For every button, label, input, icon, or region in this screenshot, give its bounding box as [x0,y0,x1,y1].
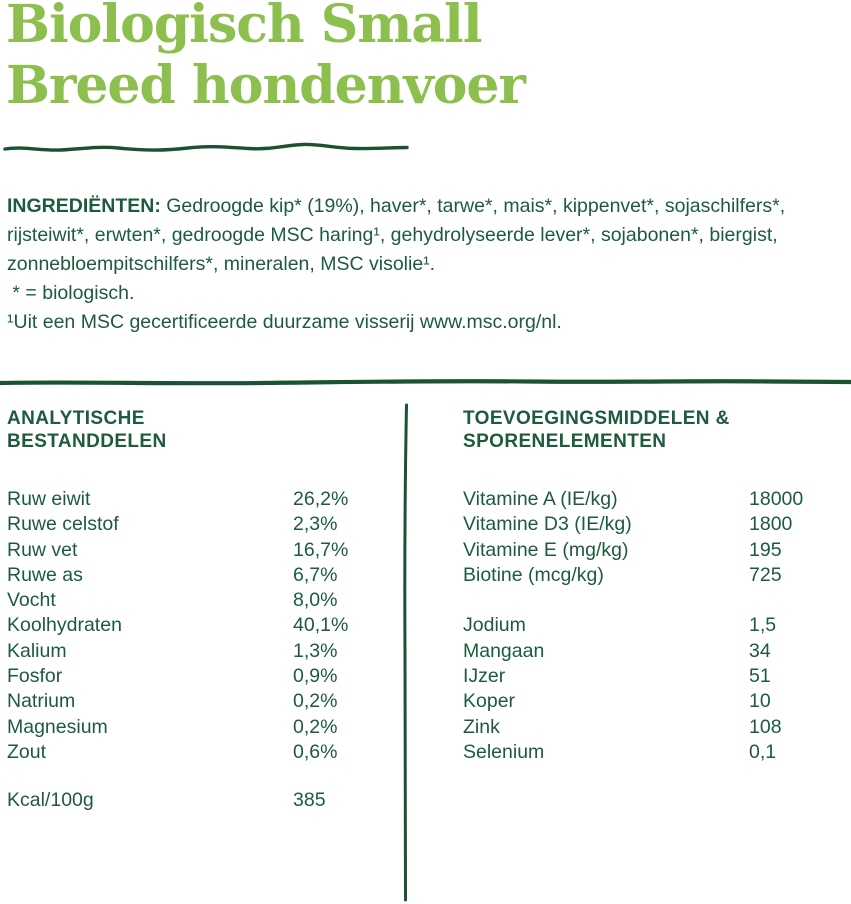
table-gap [463,588,845,613]
table-row [7,613,399,638]
row-value: 0,9% [293,665,338,688]
row-label: Magnesium [7,715,108,738]
table-row [463,715,845,740]
row-label: Ruwe celstof [7,513,119,536]
table-row [7,588,399,613]
row-value: 34 [749,639,771,662]
table-row [463,740,845,765]
page-title-line2: Breed hondenvoer [6,55,525,116]
row-value: 0,1 [749,740,777,763]
analytical-header [7,407,399,453]
row-value: 725 [749,563,782,586]
table-row [7,664,399,689]
additives-header-line1: TOEVOEGINGSMIDDELEN & [463,408,730,429]
page-title [6,0,525,116]
row-value: 385 [293,789,326,812]
table-row [463,538,845,563]
row-value: 1800 [749,513,793,536]
note-biologisch: * = biologisch. [7,282,135,304]
analytical-table [7,487,399,765]
row-value: 10 [749,690,771,713]
table-row [7,538,399,563]
row-label: Vitamine D3 (IE/kg) [463,513,632,536]
row-label: Ruwe as [7,563,83,586]
ingredients-paragraph [7,192,845,279]
row-label: Kcal/100g [7,789,94,812]
table-row [7,639,399,664]
additives-column [463,405,845,765]
row-label: Fosfor [7,665,63,688]
table-row [463,512,845,537]
table-row [463,689,845,714]
ingredients-section [7,192,845,337]
row-label: Vocht [7,589,56,612]
section-divider-rule [0,377,851,389]
table-row [7,563,399,588]
row-label: Vitamine A (IE/kg) [463,488,618,510]
table-row [7,512,399,537]
row-value: 0,2% [293,690,338,713]
row-label: Vitamine E (mg/kg) [463,538,629,561]
note-msc: ¹Uit een MSC gecertificeerde duurzame visserij www.msc.org/nl. [7,311,562,333]
row-label: Ruw vet [7,538,78,561]
table-row [7,715,399,740]
row-label: Ruw eiwit [7,488,91,510]
analytical-column [7,405,399,814]
row-value: 51 [749,665,771,688]
row-value: 2,3% [293,513,338,536]
analytical-header-line1: ANALYTISCHE [7,408,145,429]
row-value: 40,1% [293,614,349,637]
row-value: 108 [749,715,782,738]
minerals-table [463,613,845,765]
table-row [463,613,845,638]
row-label: Zout [7,740,47,763]
row-value: 16,7% [293,538,349,561]
additives-header-line2: SPORENELEMENTEN [463,431,667,452]
row-value: 1,3% [293,639,338,662]
table-row [463,563,845,588]
title-underline-rule [3,141,409,157]
row-label: Selenium [463,740,545,763]
table-row [463,487,845,512]
column-divider-rule [402,403,410,902]
row-value: 8,0% [293,589,338,612]
row-label: Mangaan [463,639,545,662]
ingredients-text: Gedroogde kip* (19%), haver*, tarwe*, mais*, kippenvet*, sojaschilfers*, rijsteiwit*, erwten*, gedroogde MSC haring¹, gehydrolyseerde lever*, sojabonen*, biergist, zonnebloempitschilfers*, mineralen, MSC visolie¹. [7,195,786,275]
row-value: 18000 [749,488,804,510]
row-value: 1,5 [749,614,777,637]
row-label: Zink [463,715,500,738]
row-value: 0,2% [293,715,338,738]
table-row [463,639,845,664]
table-gap [7,765,399,788]
vitamins-table [463,487,845,588]
row-label: Koolhydraten [7,614,122,637]
row-label: Biotine (mcg/kg) [463,563,604,586]
analytical-header-line2: BESTANDDELEN [7,431,167,452]
ingredients-label: INGREDIËNTEN: [7,195,161,217]
row-label: IJzer [463,665,506,688]
row-value: 195 [749,538,782,561]
table-row [463,664,845,689]
kcal-row [7,788,399,813]
page-title-line1: Biologisch Small [6,0,482,55]
table-row [7,487,399,512]
table-row [7,689,399,714]
table-row [7,740,399,765]
row-value: 0,6% [293,740,338,763]
additives-header [463,407,845,453]
row-label: Kalium [7,639,67,662]
row-value: 26,2% [293,488,349,510]
row-label: Koper [463,690,516,713]
row-label: Jodium [463,614,526,637]
row-value: 6,7% [293,563,338,586]
row-label: Natrium [7,690,76,713]
